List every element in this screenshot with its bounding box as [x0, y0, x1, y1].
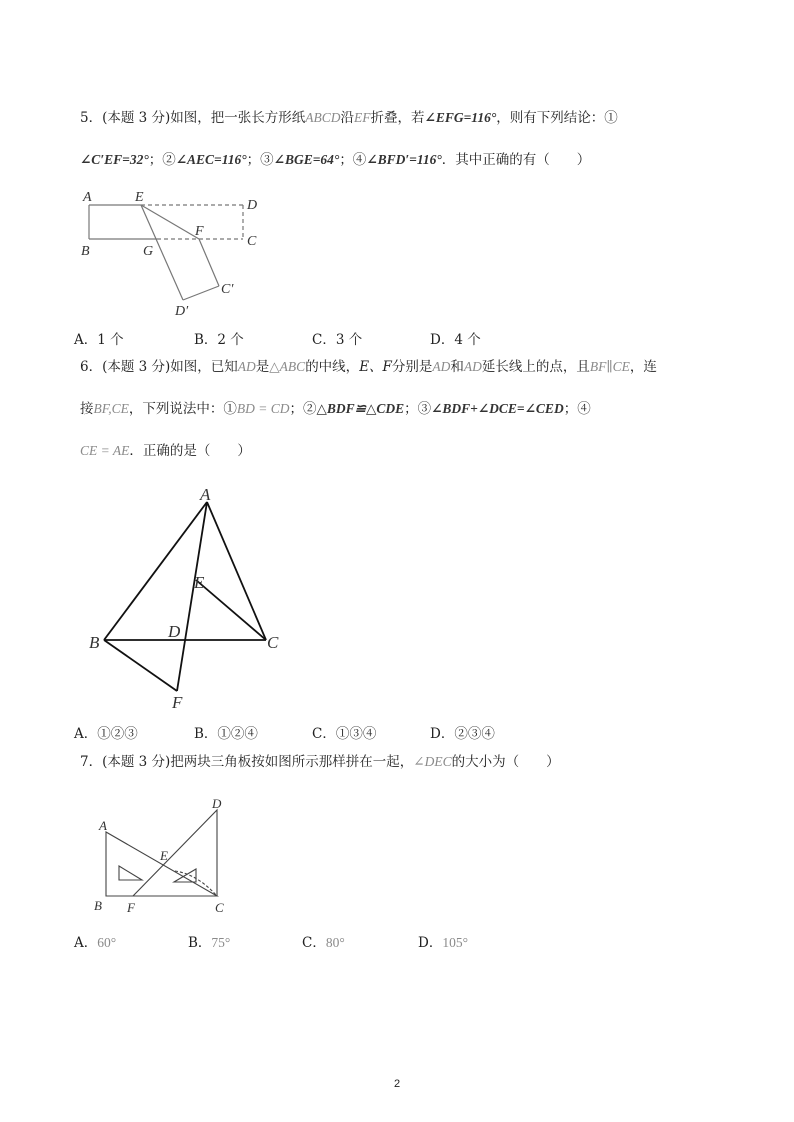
q6-label-F: F — [172, 693, 183, 712]
q6-stem-text-4: 和 — [450, 359, 464, 375]
q5-conclusion-4: ∠BFD′=116° — [366, 152, 442, 167]
q6-segments: BF,CE — [93, 401, 129, 416]
q6-label-D: D — [168, 622, 181, 641]
q6-option-c[interactable]: C．①③④ — [312, 726, 377, 742]
q6-edge-AC — [207, 502, 266, 640]
q6-stem-suffix: ，连 — [629, 359, 657, 375]
q6-stem-text-5: 延长线上的点，且 — [481, 359, 590, 375]
q6-stem-text-6: 接 — [80, 401, 94, 417]
q5-sep: ；③ — [246, 152, 274, 168]
q6-edge-AF — [177, 502, 207, 691]
q6-statement-1: BD = CD — [236, 401, 290, 416]
q6-label-E: E — [194, 573, 205, 592]
q6-statement-3: ∠BDF+∠DCE=∠CED — [431, 401, 564, 416]
q7-label-D: D — [212, 796, 222, 811]
q5-conclusion-2: ∠AEC=116° — [175, 152, 247, 167]
q6-label-B: B — [89, 633, 100, 652]
q7-option-c[interactable]: C．80° — [302, 935, 345, 951]
q5-option-c[interactable]: C．3 个 — [312, 332, 363, 348]
q7-label-A: A — [99, 818, 107, 833]
q5-rect-name: ABCD — [305, 110, 341, 125]
q6-stem-text-7: ，下列说法中：① — [128, 401, 237, 417]
q6-line-1 — [80, 357, 657, 377]
q7-line-1 — [80, 752, 560, 772]
q5-label-B: B — [81, 244, 90, 259]
q5-line-2 — [80, 150, 590, 170]
q6-stem-text-3: 分别是 — [391, 359, 433, 375]
q7-label-C: C — [215, 900, 224, 915]
q6-edge-AB — [104, 502, 207, 640]
q6-sep: ；④ — [563, 401, 591, 417]
q7-triangle-fcd — [133, 810, 217, 896]
q6-edge-EC — [196, 580, 266, 640]
q7-option-d[interactable]: D．105° — [418, 935, 468, 951]
q5-edge-EF — [141, 205, 199, 239]
q5-conclusion-3: ∠BGE=64° — [273, 152, 340, 167]
q6-ad-ref: AD — [432, 359, 451, 374]
page-number: 2 — [393, 1078, 401, 1090]
q6-line-2 — [80, 399, 591, 419]
q5-label-A: A — [83, 190, 92, 205]
q6-option-a[interactable]: A．①②③ — [74, 726, 138, 742]
q5-figure — [75, 185, 275, 320]
q5-given-angle: ∠EFG=116° — [424, 110, 497, 125]
q5-label-C: C — [247, 234, 257, 249]
q7-triangle-abc — [106, 832, 217, 896]
q5-label-F: F — [195, 224, 204, 239]
q5-fold-line: EF — [354, 110, 371, 125]
q5-edge-C-prime-F — [199, 239, 219, 286]
q5-stem-suffix: ，则有下列结论：① — [496, 110, 618, 126]
q5-option-b[interactable]: B．2 个 — [194, 332, 244, 348]
q5-sep: ；④ — [339, 152, 367, 168]
q6-triangle: △ABC — [269, 359, 306, 374]
q6-sep: ；③ — [404, 401, 432, 417]
q7-stem-prefix: 7．(本题 3 分)把两块三角板按如图所示那样拼在一起， — [80, 754, 414, 770]
q7-stem-suffix: 的大小为（ ） — [451, 754, 560, 770]
q5-sep: ；② — [148, 152, 176, 168]
q6-stem-text-2: 的中线， — [305, 359, 360, 375]
q6-median: AD — [237, 359, 256, 374]
q5-stem-text-2: 折叠，若 — [370, 110, 425, 126]
q5-label-D-prime: D′ — [175, 304, 189, 319]
q6-edge-BF — [104, 640, 177, 691]
q5-line-1 — [80, 108, 618, 128]
q5-stem-prefix: 5．(本题 3 分)如图，把一张长方形纸 — [80, 110, 306, 126]
q6-points-ef: E、F — [359, 359, 392, 375]
q5-stem-text: 沿 — [340, 110, 355, 126]
q5-conclusion-1: ∠C′EF=32° — [80, 152, 149, 167]
q7-label-E: E — [160, 848, 168, 863]
q6-label-A: A — [200, 485, 211, 504]
q6-figure — [80, 480, 300, 720]
q6-stem-text: 是 — [255, 359, 270, 375]
q7-label-F: F — [127, 900, 135, 915]
q6-stem-prefix: 6．(本题 3 分)如图，已知 — [80, 359, 238, 375]
q5-label-D: D — [247, 198, 258, 213]
q5-option-a[interactable]: A．1 个 — [74, 332, 124, 348]
q6-option-d[interactable]: D．②③④ — [430, 726, 495, 742]
q5-option-d[interactable]: D．4 个 — [430, 332, 481, 348]
q5-question-end: ．其中正确的有（ ） — [441, 152, 591, 168]
q7-figure — [85, 795, 245, 920]
q6-parallel: BF∥CE — [589, 359, 630, 374]
q5-edge-D-prime-C-prime — [183, 286, 219, 300]
q6-statement-2: △BDF≌△CDE — [316, 401, 405, 416]
q6-line-3 — [80, 441, 251, 461]
q7-option-b[interactable]: B．75° — [188, 935, 231, 951]
q5-label-C-prime: C′ — [221, 282, 234, 297]
q6-sep: ；② — [289, 401, 317, 417]
q7-option-a[interactable]: A．60° — [74, 935, 117, 951]
q6-label-C: C — [267, 633, 279, 652]
q6-ad-ref-2: AD — [463, 359, 482, 374]
q7-inner-triangle-1 — [119, 866, 142, 880]
q6-question-end: ．正确的是（ ） — [129, 443, 251, 459]
q5-label-G: G — [143, 244, 154, 259]
q6-option-b[interactable]: B．①②④ — [194, 726, 258, 742]
q6-statement-4: CE = AE — [80, 443, 130, 458]
q5-label-E: E — [135, 190, 144, 205]
q7-angle: ∠DEC — [413, 754, 452, 769]
q7-label-B: B — [94, 898, 102, 913]
